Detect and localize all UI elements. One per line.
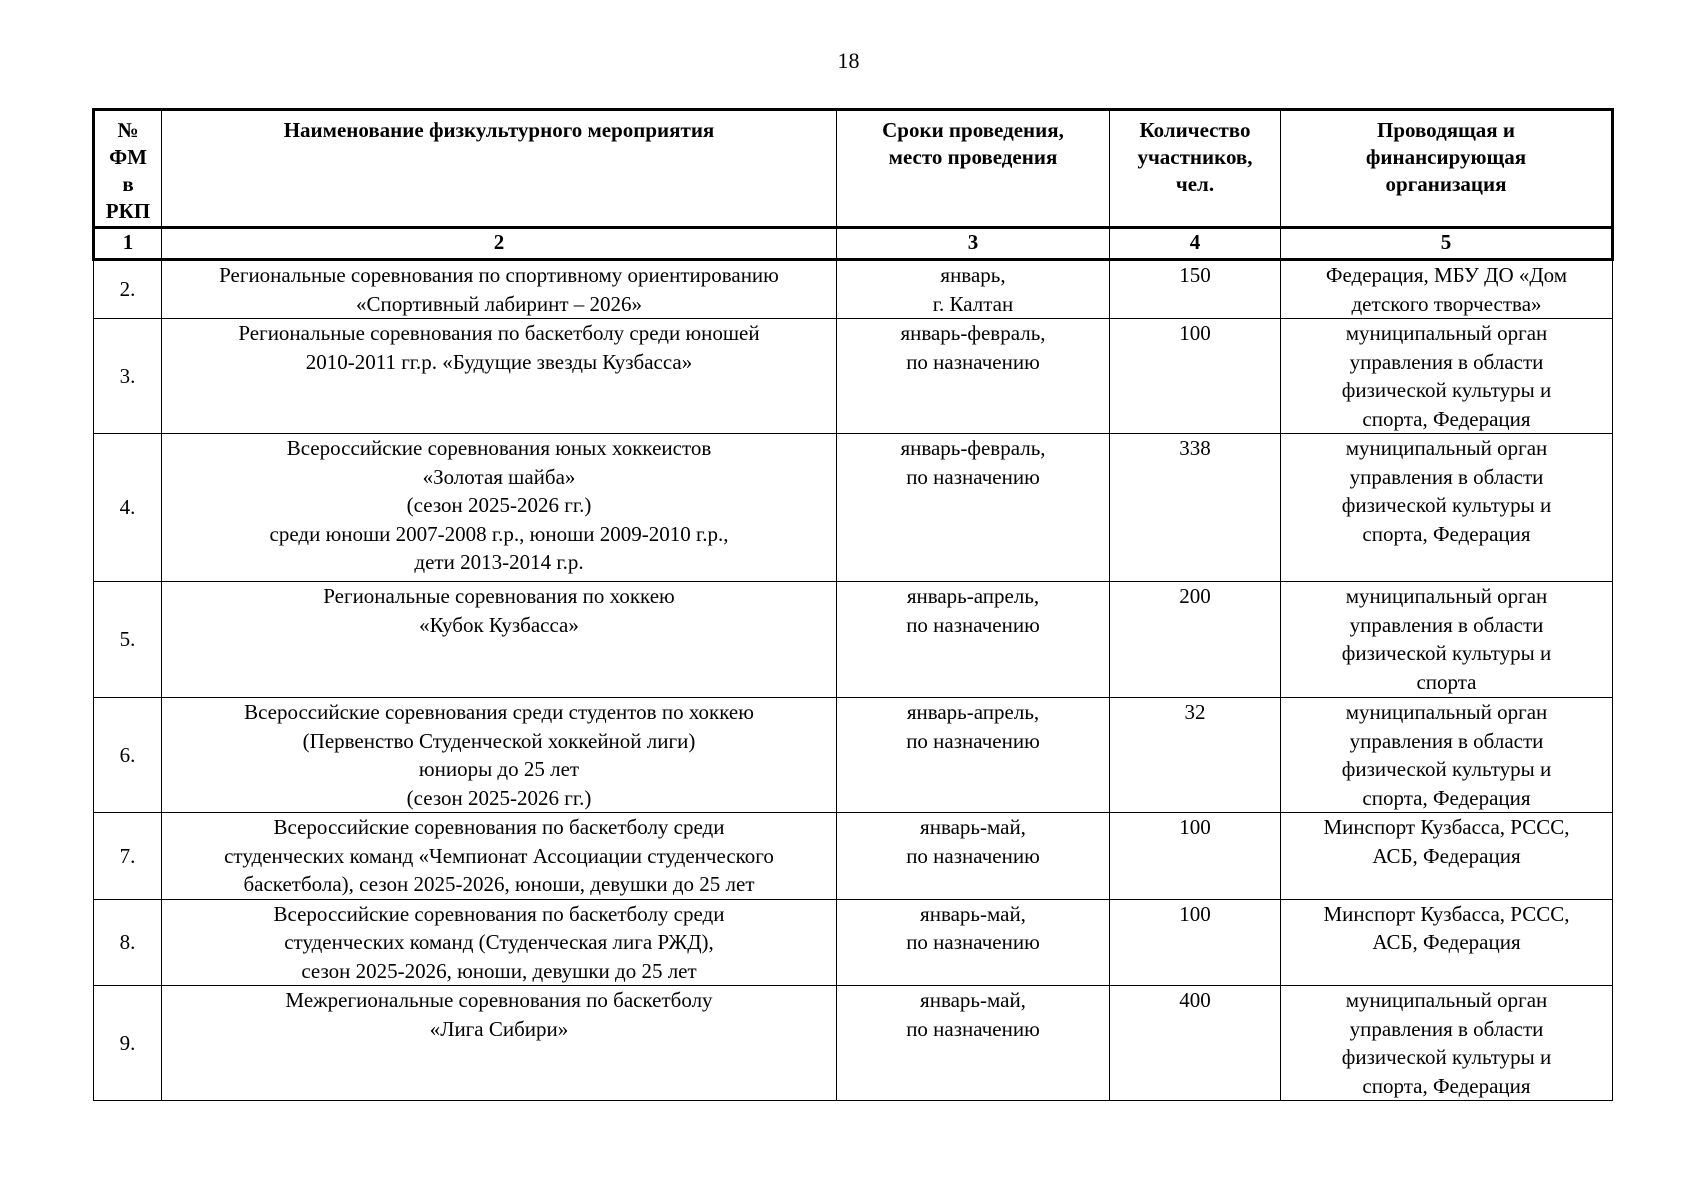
cell-line: (сезон 2025-2026 гг.) xyxy=(406,493,592,517)
header-line: чел. xyxy=(1175,172,1215,196)
cell-name xyxy=(162,319,837,434)
row-number: 4. xyxy=(94,434,162,582)
cell-org xyxy=(1281,434,1613,582)
cell-line: (Первенство Студенческой хоккейной лиги) xyxy=(302,728,696,753)
cell-line: по назначению xyxy=(906,349,1040,374)
cell-org xyxy=(1281,899,1613,986)
cell-dates xyxy=(837,899,1110,986)
cell-line: управления в области xyxy=(1349,349,1544,374)
cell-line: физической культуры и xyxy=(1341,378,1552,402)
cell-line: январь-апрель, xyxy=(906,700,1040,724)
cell-line: баскетбола), сезон 2025-2026, юноши, девушки до 25 лет xyxy=(243,872,755,896)
cell-count: 200 xyxy=(1110,582,1281,698)
cell-org xyxy=(1281,260,1613,319)
cell-line: январь-май, xyxy=(920,988,1026,1012)
cell-line: «Кубок Кузбасса» xyxy=(419,612,579,637)
column-number: 2 xyxy=(162,228,837,260)
cell-count: 150 xyxy=(1110,260,1281,319)
header-name xyxy=(162,110,837,228)
cell-line: по назначению xyxy=(906,464,1040,489)
header-line: РКП xyxy=(105,199,151,223)
cell-line: сезон 2025-2026, юноши, девушки до 25 лет xyxy=(301,958,697,983)
table-row xyxy=(94,319,1613,434)
page-number: 18 xyxy=(837,48,860,73)
cell-line: студенческих команд (Студенческая лига РЖД), xyxy=(284,930,714,954)
cell-count: 100 xyxy=(1110,319,1281,434)
cell-name xyxy=(162,698,837,813)
cell-line: детского творчества» xyxy=(1351,291,1542,316)
cell-line: муниципальный орган xyxy=(1345,436,1548,460)
cell-line: физической культуры и xyxy=(1341,493,1552,517)
header-count xyxy=(1110,110,1281,228)
cell-line: студенческих команд «Чемпионат Ассоциации студенческого xyxy=(224,843,774,868)
cell-line: муниципальный орган xyxy=(1345,988,1548,1012)
cell-line: Всероссийские соревнования по баскетболу среди xyxy=(273,901,725,926)
cell-org xyxy=(1281,698,1613,813)
cell-line: физической культуры и xyxy=(1341,757,1552,781)
cell-count: 100 xyxy=(1110,899,1281,986)
cell-line: управления в области xyxy=(1349,612,1544,637)
row-number: 5. xyxy=(94,582,162,698)
column-number: 1 xyxy=(94,228,162,260)
cell-line: 2010-2011 гг.р. «Будущие звезды Кузбасса» xyxy=(305,349,693,374)
cell-line: АСБ, Федерация xyxy=(1372,843,1521,868)
cell-line: (сезон 2025-2026 гг.) xyxy=(406,785,592,810)
row-number: 9. xyxy=(94,986,162,1101)
cell-line: Межрегиональные соревнования по баскетболу xyxy=(285,988,713,1012)
cell-line: январь-май, xyxy=(920,901,1026,926)
table-row xyxy=(94,813,1613,900)
cell-dates xyxy=(837,813,1110,900)
cell-line: январь-февраль, xyxy=(900,436,1046,460)
cell-line: управления в области xyxy=(1349,728,1544,753)
header-line: организация xyxy=(1385,172,1507,196)
column-number: 5 xyxy=(1281,228,1613,260)
cell-line: г. Калтан xyxy=(932,291,1014,316)
cell-line: Всероссийские соревнования по баскетболу среди xyxy=(273,815,725,839)
cell-line: Региональные соревнования по хоккею xyxy=(323,584,675,608)
cell-line: по назначению xyxy=(906,843,1040,868)
cell-line: «Лига Сибири» xyxy=(429,1016,569,1041)
cell-line: по назначению xyxy=(906,930,1040,954)
header-line: финансирующая xyxy=(1365,145,1527,169)
cell-line: январь-май, xyxy=(920,815,1026,839)
header-line: Количество xyxy=(1139,118,1251,142)
cell-line: Федерация, МБУ ДО «Дом xyxy=(1325,263,1568,287)
header-line: участников, xyxy=(1137,145,1253,169)
header-line: № xyxy=(117,118,139,142)
cell-line: январь-апрель, xyxy=(906,584,1040,608)
cell-line: АСБ, Федерация xyxy=(1372,930,1521,954)
cell-line: спорта, Федерация xyxy=(1362,521,1531,546)
cell-name xyxy=(162,434,837,582)
column-number: 4 xyxy=(1110,228,1281,260)
cell-line: управления в области xyxy=(1349,464,1544,489)
cell-line: муниципальный орган xyxy=(1345,700,1548,724)
cell-dates xyxy=(837,319,1110,434)
header-row xyxy=(94,110,1613,228)
cell-line: спорта, Федерация xyxy=(1362,785,1531,810)
cell-line: физической культуры и xyxy=(1341,1045,1552,1069)
cell-line: Региональные соревнования по спортивному ориентированию xyxy=(219,263,779,287)
column-number: 3 xyxy=(837,228,1110,260)
cell-count: 100 xyxy=(1110,813,1281,900)
header-line: место проведения xyxy=(888,145,1058,169)
events-table xyxy=(92,108,1614,1101)
cell-org xyxy=(1281,319,1613,434)
cell-dates xyxy=(837,986,1110,1101)
cell-count: 400 xyxy=(1110,986,1281,1101)
cell-line: «Спортивный лабиринт – 2026» xyxy=(355,291,642,316)
table-row xyxy=(94,698,1613,813)
cell-line: юниоры до 25 лет xyxy=(418,757,580,781)
cell-line: по назначению xyxy=(906,728,1040,753)
column-numbers-row xyxy=(94,228,1613,260)
cell-line: спорта xyxy=(1416,669,1477,694)
cell-org xyxy=(1281,582,1613,698)
cell-name xyxy=(162,813,837,900)
cell-dates xyxy=(837,582,1110,698)
cell-name xyxy=(162,899,837,986)
cell-line: муниципальный орган xyxy=(1345,584,1548,608)
table-row xyxy=(94,434,1613,582)
cell-dates xyxy=(837,698,1110,813)
table-row xyxy=(94,582,1613,698)
row-number: 8. xyxy=(94,899,162,986)
cell-line: январь-февраль, xyxy=(900,321,1046,345)
cell-org xyxy=(1281,986,1613,1101)
cell-line: среди юноши 2007-2008 г.р., юноши 2009-2010 г.р., xyxy=(269,521,729,546)
cell-line: по назначению xyxy=(906,1016,1040,1041)
header-line: в xyxy=(122,172,134,196)
cell-count: 32 xyxy=(1110,698,1281,813)
cell-name xyxy=(162,986,837,1101)
table-row xyxy=(94,986,1613,1101)
row-number: 7. xyxy=(94,813,162,900)
cell-count: 338 xyxy=(1110,434,1281,582)
cell-line: по назначению xyxy=(906,612,1040,637)
cell-line: муниципальный орган xyxy=(1345,321,1548,345)
cell-line: физической культуры и xyxy=(1341,641,1552,665)
header-line: Наименование физкультурного мероприятия xyxy=(283,118,715,142)
cell-line: спорта, Федерация xyxy=(1362,406,1531,431)
header-no xyxy=(94,110,162,228)
cell-line: Региональные соревнования по баскетболу среди юношей xyxy=(238,321,760,345)
row-number: 6. xyxy=(94,698,162,813)
cell-name xyxy=(162,582,837,698)
cell-name xyxy=(162,260,837,319)
cell-line: дети 2013-2014 г.р. xyxy=(414,550,584,574)
row-number: 2. xyxy=(94,260,162,319)
cell-line: управления в области xyxy=(1349,1016,1544,1041)
header-dates xyxy=(837,110,1110,228)
cell-line: спорта, Федерация xyxy=(1362,1073,1531,1098)
header-line: Проводящая и xyxy=(1376,118,1515,142)
table-row xyxy=(94,260,1613,319)
cell-line: Минспорт Кузбасса, РССС, xyxy=(1323,815,1570,839)
cell-org xyxy=(1281,813,1613,900)
cell-line: Минспорт Кузбасса, РССС, xyxy=(1323,901,1570,926)
cell-line: «Золотая шайба» xyxy=(422,464,576,489)
cell-dates xyxy=(837,434,1110,582)
table-row xyxy=(94,899,1613,986)
header-line: Сроки проведения, xyxy=(882,118,1064,142)
cell-dates xyxy=(837,260,1110,319)
cell-line: Всероссийские соревнования среди студентов по хоккею xyxy=(244,700,754,724)
header-org xyxy=(1281,110,1613,228)
cell-line: Всероссийские соревнования юных хоккеистов xyxy=(286,436,712,460)
cell-line: январь, xyxy=(940,263,1006,287)
header-line: ФМ xyxy=(109,145,147,169)
row-number: 3. xyxy=(94,319,162,434)
